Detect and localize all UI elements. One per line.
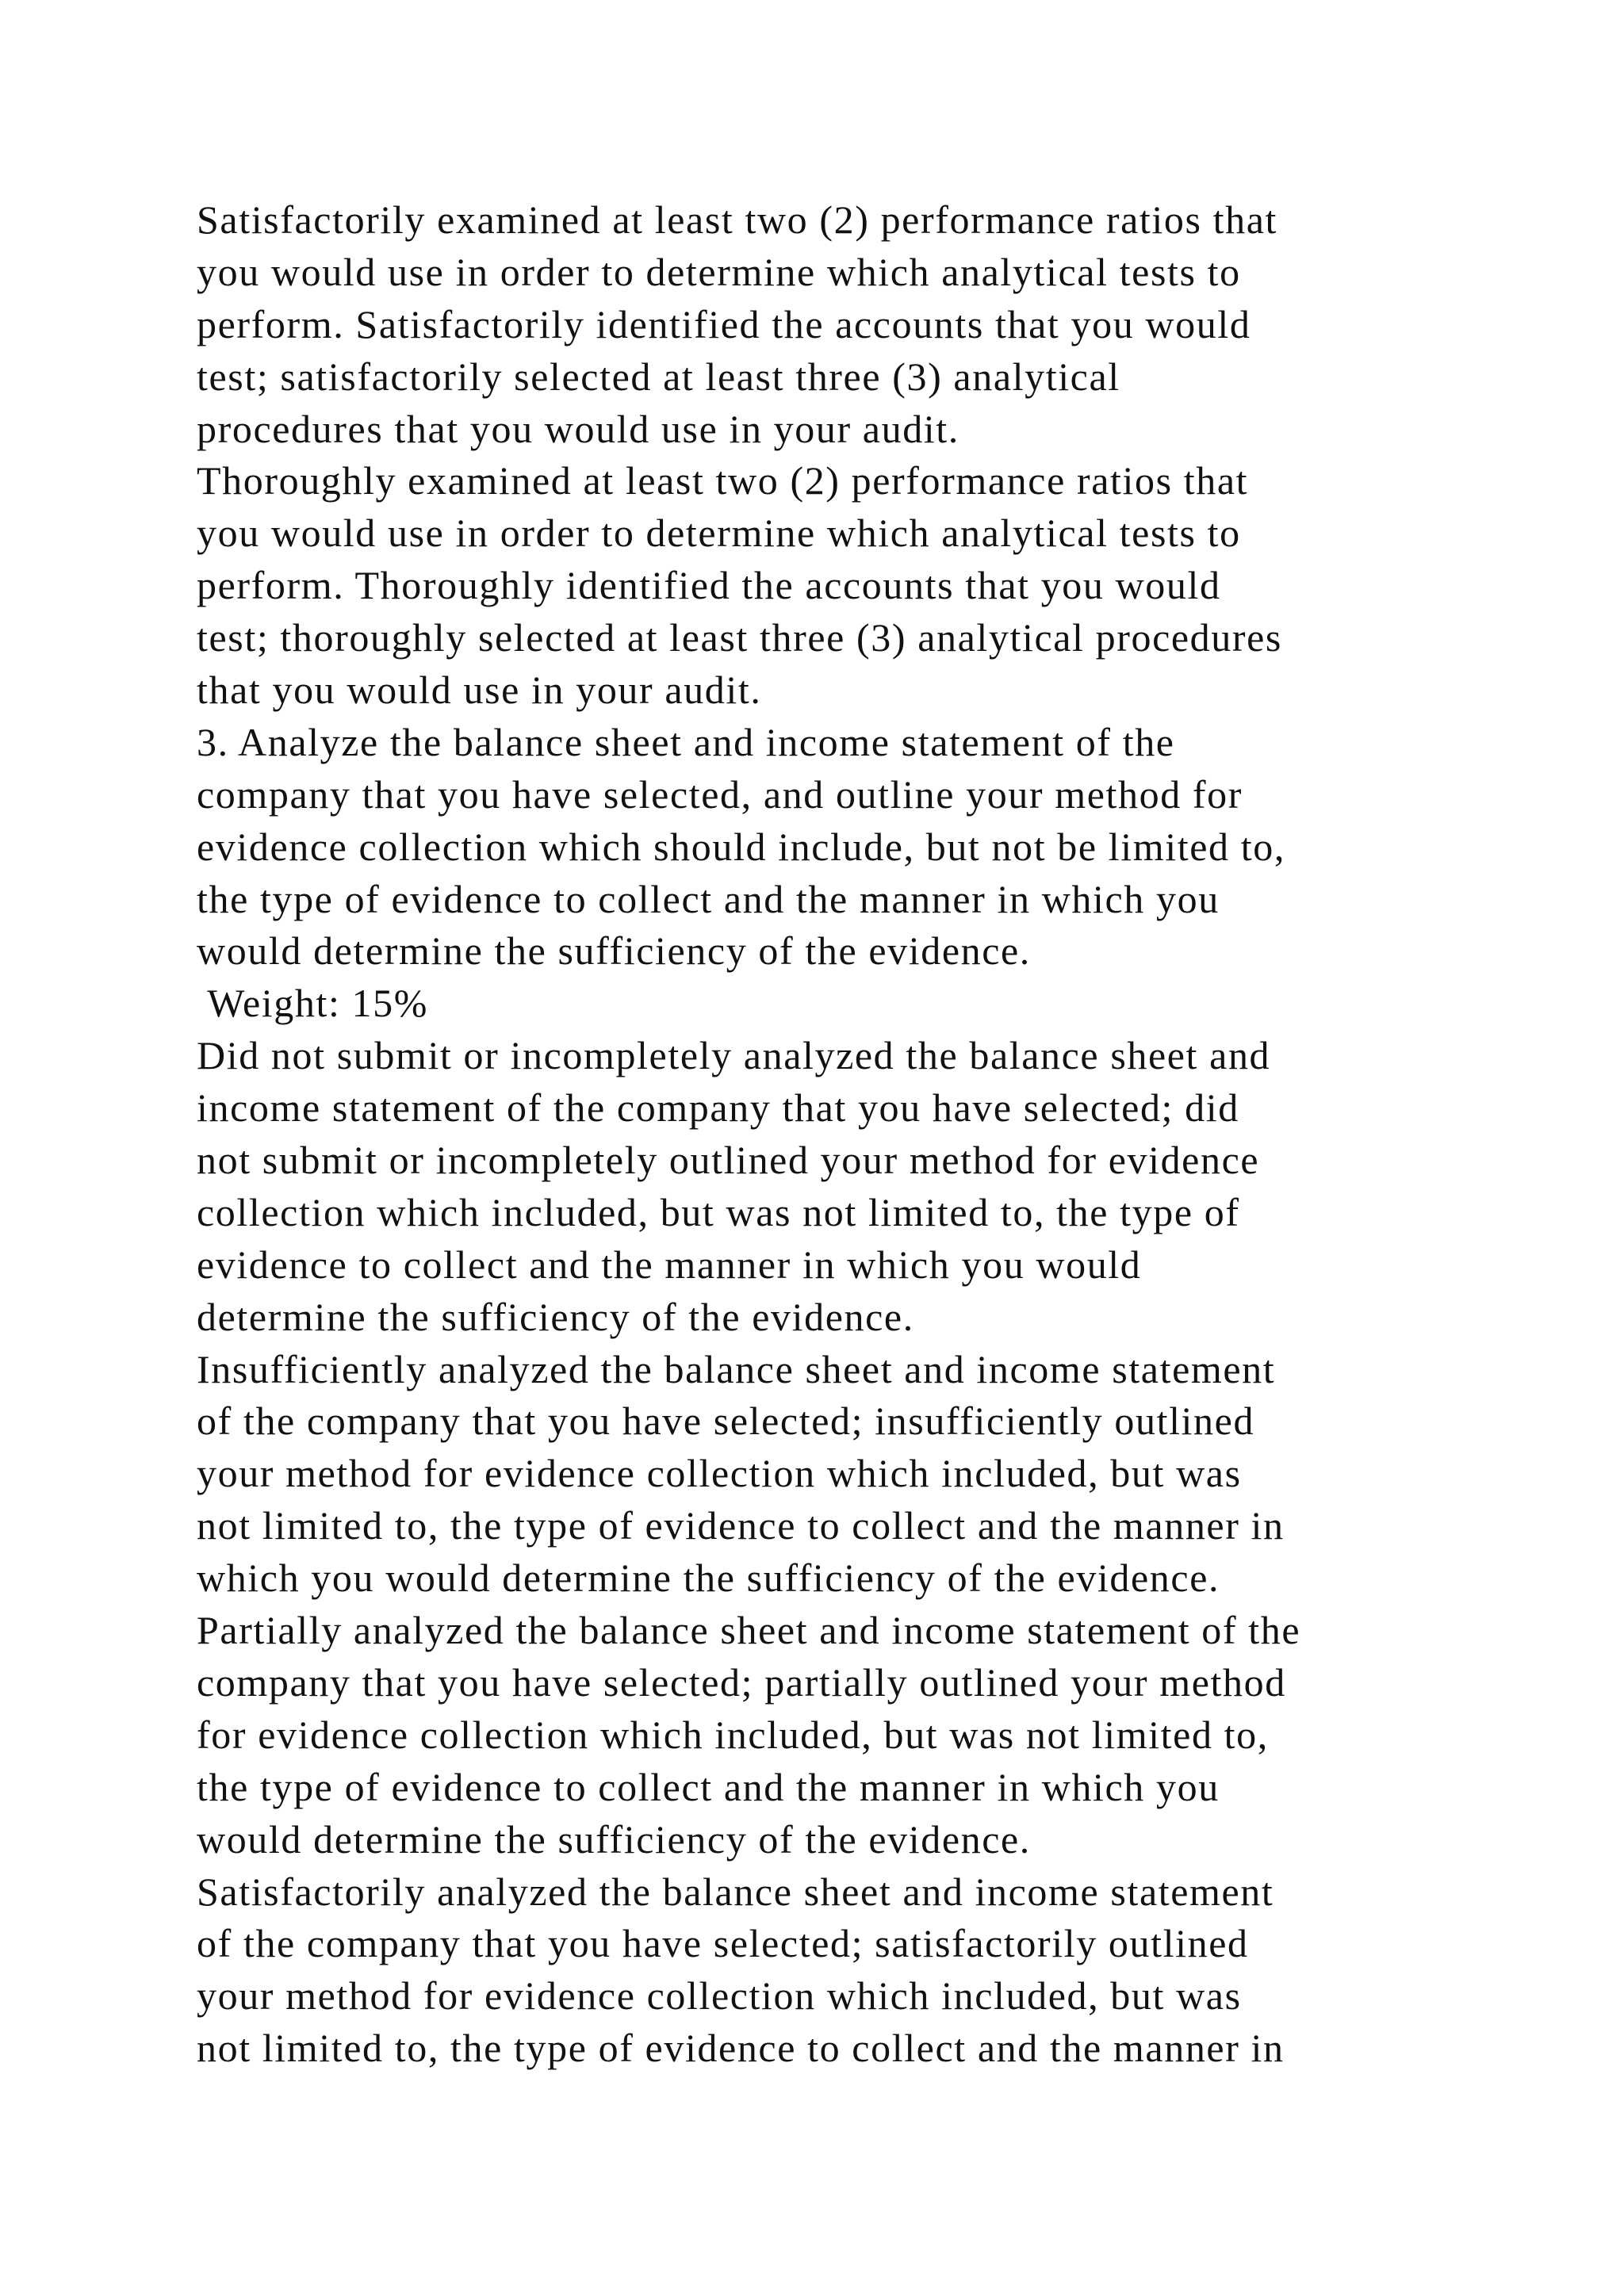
section-heading-line: 3. Analyze the balance sheet and income statement of the [197,719,1175,764]
text-line: Did not submit or incompletely analyzed the balance sheet and [197,1033,1271,1078]
text-line: test; satisfactorily selected at least three (3) analytical [197,354,1120,399]
text-line: Satisfactorily examined at least two (2) performance ratios that [197,197,1278,242]
text-line: evidence collection which should include, but not be limited to, [197,824,1285,869]
text-line: perform. Satisfactorily identified the accounts that you would [197,301,1251,346]
weight-line: Weight: 15% [197,981,429,1026]
text-line: company that you have selected; partially outlined your method [197,1659,1286,1705]
text-line: procedures that you would use in your audit. [197,406,959,451]
text-line: income statement of the company that you have selected; did [197,1085,1239,1131]
text-line: that you would use in your audit. [197,668,762,713]
text-line: Thoroughly examined at least two (2) performance ratios that [197,458,1249,503]
text-line: the type of evidence to collect and the manner in which you [197,876,1220,921]
text-line: Satisfactorily analyzed the balance sheet and income statement [197,1869,1274,1914]
document-body [197,194,1545,2075]
text-line: your method for evidence collection which included, but was [197,1973,1242,2019]
text-line: not limited to, the type of evidence to collect and the manner in [197,2026,1285,2071]
text-line: evidence to collect and the manner in which you would [197,1242,1142,1287]
text-line: determine the sufficiency of the evidence. [197,1294,914,1339]
text-line: of the company that you have selected; insufficiently outlined [197,1399,1255,1444]
text-line: your method for evidence collection which included, but was [197,1451,1242,1496]
text-line: the type of evidence to collect and the manner in which you [197,1764,1220,1809]
text-line: you would use in order to determine which analytical tests to [197,249,1241,294]
text-line: perform. Thoroughly identified the accounts that you would [197,563,1221,608]
text-line: you would use in order to determine which analytical tests to [197,511,1241,556]
text-line: which you would determine the sufficiency of the evidence. [197,1556,1220,1601]
text-line: would determine the sufficiency of the evidence. [197,928,1031,974]
text-line: collection which included, but was not limited to, the type of [197,1189,1240,1234]
text-line: Partially analyzed the balance sheet and income statement of the [197,1608,1301,1653]
text-line: test; thoroughly selected at least three (3) analytical procedures [197,615,1282,660]
text-line: would determine the sufficiency of the evidence. [197,1816,1031,1862]
text-line: not submit or incompletely outlined your method for evidence [197,1138,1260,1183]
text-line: Insufficiently analyzed the balance sheet and income statement [197,1346,1276,1391]
text-line: not limited to, the type of evidence to collect and the manner in [197,1503,1285,1548]
text-line: company that you have selected, and outline your method for [197,771,1243,817]
text-line: for evidence collection which included, but was not limited to, [197,1712,1269,1757]
text-line: of the company that you have selected; satisfactorily outlined [197,1921,1249,1966]
